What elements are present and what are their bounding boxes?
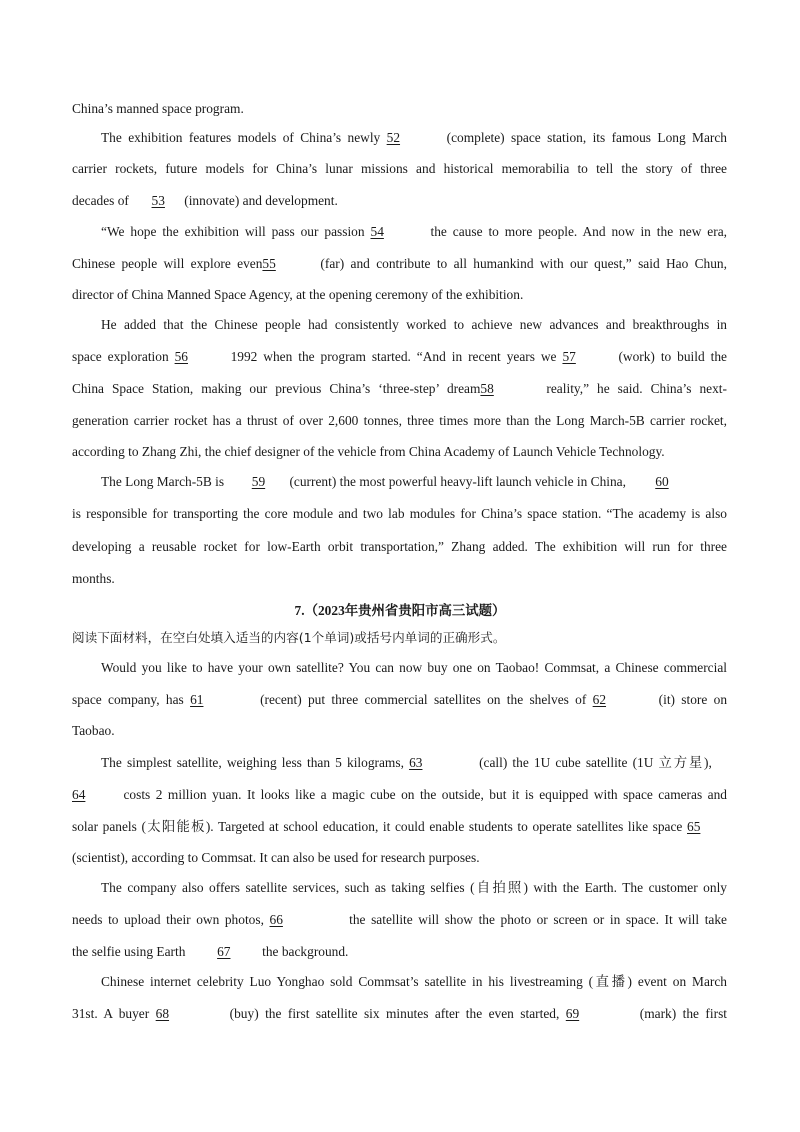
line-text: the selfie using Earth — [72, 944, 186, 959]
text-line — [101, 224, 727, 240]
instruction-line — [72, 630, 727, 646]
blank-64[interactable]: 64 — [72, 787, 86, 802]
blank-67[interactable]: 67 — [217, 944, 231, 959]
text-line — [72, 193, 727, 209]
blank-63[interactable]: 63 — [409, 755, 423, 770]
line-text: Taobao. — [72, 723, 115, 738]
line-text: the background. — [262, 944, 349, 959]
text-line — [72, 944, 727, 960]
line-text: Chinese people will explore even — [72, 256, 263, 271]
line-text: 31st. A buyer — [72, 1006, 150, 1021]
line-text: Would you like to have your own satellite? You can now buy one on Taobao! Commsat, a Chinese commercial — [101, 660, 727, 675]
blank-65[interactable]: 65 — [687, 819, 701, 834]
text-line — [72, 723, 727, 739]
line-text: is responsible for transporting the core module and two lab modules for China’s space station. “The academy is also — [72, 506, 727, 521]
line-text: (it) store on — [658, 692, 728, 707]
text-line — [101, 974, 727, 990]
text-line — [72, 161, 727, 177]
blank-66[interactable]: 66 — [269, 912, 283, 927]
text-line — [72, 101, 727, 117]
line-text: The exhibition features models of China’s newly — [101, 130, 381, 145]
line-text: according to Zhang Zhi, the chief designer of the vehicle from China Academy of Launch Vehicle Technology. — [72, 444, 665, 459]
line-text: needs to upload their own photos, — [72, 912, 264, 927]
blank-68[interactable]: 68 — [155, 1006, 170, 1021]
line-text: the satellite will show the photo or screen or in space. It will take — [349, 912, 727, 927]
text-line — [72, 850, 727, 866]
blank-59[interactable]: 59 — [251, 474, 266, 489]
line-text: developing a reusable rocket for low-Earth orbit transportation,” Zhang added. The exhibition will run for three — [72, 539, 727, 554]
text-line — [72, 912, 727, 928]
line-text: China Space Station, making our previous China’s ‘three-step’ dream — [72, 381, 481, 396]
text-line — [72, 287, 727, 303]
text-line — [101, 474, 751, 490]
blank-53[interactable]: 53 — [151, 193, 165, 208]
blank-54[interactable]: 54 — [370, 224, 384, 239]
blank-58[interactable]: 58 — [480, 381, 494, 396]
text-line — [72, 381, 727, 397]
line-text: The simplest satellite, weighing less than 5 kilograms, — [101, 755, 404, 770]
line-text: The company also offers satellite services, such as taking selfies (自拍照) with the Earth. The customer only — [101, 880, 727, 895]
blank-61[interactable]: 61 — [190, 692, 204, 707]
text-line — [72, 539, 727, 555]
line-text: (complete) space station, its famous Long March — [446, 130, 727, 145]
line-text: costs 2 million yuan. It looks like a magic cube on the outside, but it is equipped with space cameras and — [123, 787, 727, 802]
text-line — [72, 413, 727, 429]
line-text: (scientist), according to Commsat. It can also be used for research purposes. — [72, 850, 480, 865]
line-text: space company, has — [72, 692, 184, 707]
text-line — [101, 317, 727, 333]
text-line — [101, 880, 727, 896]
line-text: (current) the most powerful heavy-lift launch vehicle in China, — [289, 474, 626, 489]
line-text: carrier rockets, future models for China’s lunar missions and historical memorabilia to tell the story of three — [72, 161, 727, 176]
line-text: “We hope the exhibition will pass our passion — [101, 224, 365, 239]
line-text: director of China Manned Space Agency, at the opening ceremony of the exhibition. — [72, 287, 524, 302]
text-line — [72, 571, 727, 587]
blank-69[interactable]: 69 — [565, 1006, 580, 1021]
section-heading: 7.（2023年贵州省贵阳市高三试题） — [294, 603, 506, 618]
line-text: (mark) the first — [639, 1006, 728, 1021]
line-text: solar panels (太阳能板). Targeted at school education, it could enable students to operate satellites like space — [72, 819, 683, 834]
line-text: (innovate) and development. — [184, 193, 338, 208]
blank-57[interactable]: 57 — [562, 349, 576, 364]
line-text: (far) and contribute to all humankind with our quest,” said Hao Chun, — [320, 256, 727, 271]
line-text: reality,” he said. China’s next- — [546, 381, 727, 396]
text-line — [101, 130, 727, 146]
text-line — [72, 444, 727, 460]
line-text: generation carrier rocket has a thrust of over 2,600 tonnes, three times more than the Long March-5B carrier rocket, — [72, 413, 727, 428]
text-line — [101, 660, 727, 676]
line-text: 1992 when the program started. “And in recent years we — [230, 349, 557, 364]
text-line — [72, 1006, 727, 1022]
line-text: (recent) put three commercial satellites on the shelves of — [260, 692, 587, 707]
line-text: (work) to build the — [618, 349, 727, 364]
line-text: decades of — [72, 193, 129, 208]
blank-56[interactable]: 56 — [174, 349, 188, 364]
line-text: (buy) the first satellite six minutes after the even started, — [229, 1006, 560, 1021]
text-line — [101, 755, 727, 771]
line-text: the cause to more people. And now in the new era, — [430, 224, 728, 239]
line-text: China’s manned space program. — [72, 101, 244, 116]
line-text: The Long March-5B is — [101, 474, 225, 489]
text-line — [72, 692, 727, 708]
text-line — [72, 506, 727, 522]
blank-55[interactable]: 55 — [262, 256, 276, 271]
blank-52[interactable]: 52 — [386, 130, 401, 145]
line-text: He added that the Chinese people had consistently worked to achieve new advances and breakthroughs in — [101, 317, 727, 332]
blank-62[interactable]: 62 — [592, 692, 607, 707]
text-line — [72, 349, 727, 365]
line-text: Chinese internet celebrity Luo Yonghao sold Commsat’s satellite in his livestreaming (直播) event on March — [101, 974, 727, 989]
text-line — [72, 256, 727, 272]
text-line — [72, 819, 727, 835]
line-text: 阅读下面材料，在空白处填入适当的内容(1个单词)或括号内单词的正确形式。 — [72, 630, 506, 645]
line-text: (call) the 1U cube satellite (1U 立方星), — [479, 755, 712, 770]
line-text: space exploration — [72, 349, 169, 364]
blank-60[interactable]: 60 — [655, 474, 669, 489]
text-line — [72, 787, 727, 803]
line-text: months. — [72, 571, 115, 586]
